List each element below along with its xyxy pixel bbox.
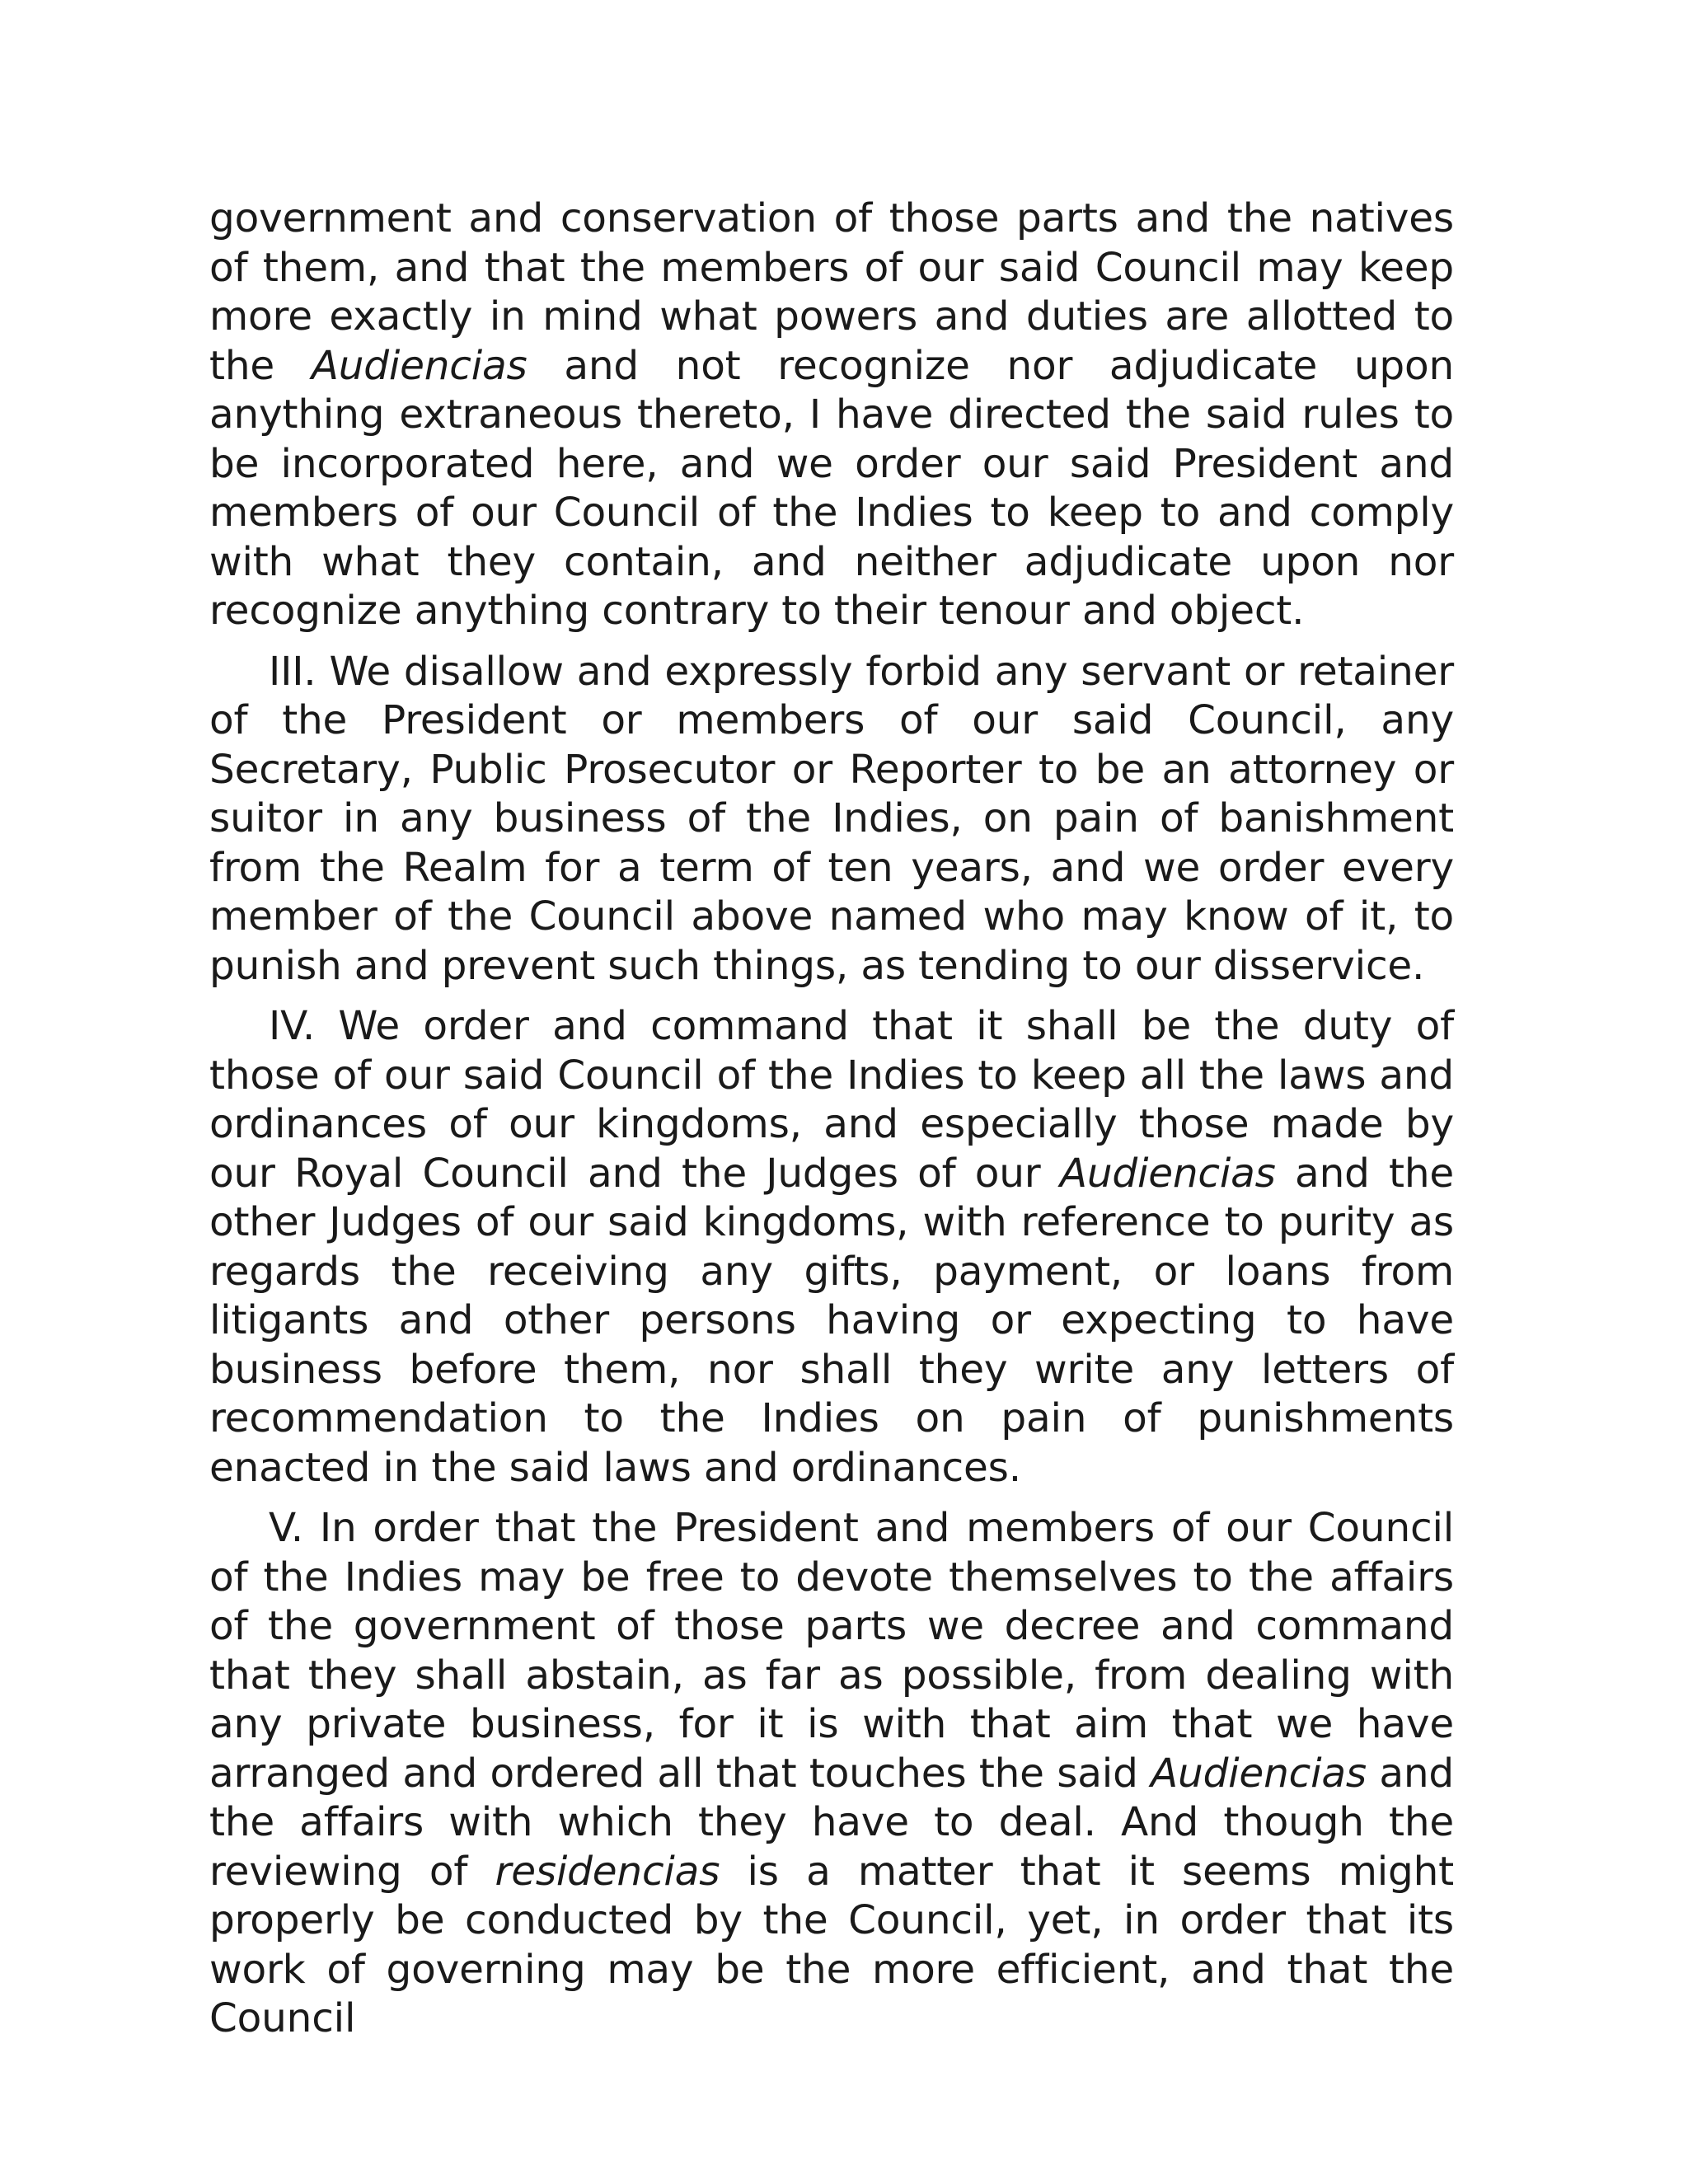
paragraph-continued — [209, 194, 1454, 636]
document-page — [209, 194, 1454, 2055]
text-segment: IV. We order and command that it shall be the duty of those of our said Council of the Indies to keep all the laws and ordinances of our kingdoms, and especially those made by our Royal Council and the Judges of our — [209, 1003, 1454, 1197]
text-segment: and not recognize nor adjudicate upon anything extraneous thereto, I have directed the said rules to be incorporated here, and we order our said President and members of our Council of the Indies to keep to and comply with what they contain, and neither adjudicate upon nor recognize anything contrary to their tenour and object. — [209, 342, 1455, 634]
paragraph-article-iii — [209, 648, 1454, 991]
text-segment: and the other Judges of our said kingdoms, with reference to purity as regards the receiving any gifts, payment, or loans from litigants and other persons having or expecting to have business before them, nor shall they write any letters of recommendation to the Indies on pain of punishments enacted in the said laws and ordinances. — [209, 1150, 1454, 1491]
text-segment: V. In order that the President and members of our Council of the Indies may be free to devote themselves to the affairs of the government of those parts we decree and command that they shall abstain, as far as possible, from dealing with any private business, for it is with that aim that we have arranged and ordered all that touches the said — [209, 1505, 1454, 1797]
paragraph-article-iv — [209, 1002, 1454, 1493]
italic-term: Audiencias — [1151, 1750, 1367, 1797]
italic-term: residencias — [495, 1848, 720, 1895]
italic-term: Audiencias — [311, 342, 528, 389]
paragraph-article-v — [209, 1504, 1454, 2044]
text-segment: government and conservation of those parts and the natives of them, and that the members of our said Council may keep more exactly in mind what powers and duties are allotted to the — [209, 195, 1454, 389]
text-segment: and the affairs with which they have to deal. And though the reviewing of — [209, 1750, 1454, 1895]
text-segment: III. We disallow and expressly forbid any servant or retainer of the President or members of our said Council, any Secretary, Public Prosecutor or Reporter to be an attorney or suitor in any business of the Indies, on pain of banishment from the Realm for a term of ten years, and we order every member of the Council above named who may know of it, to punish and prevent such things, as tending to our disservice. — [209, 648, 1454, 989]
italic-term: Audiencias — [1059, 1150, 1276, 1197]
text-segment: is a matter that it seems might properly be conducted by the Council, yet, in order that its work of governing may be the more efficient, and that the Council — [209, 1848, 1454, 2041]
